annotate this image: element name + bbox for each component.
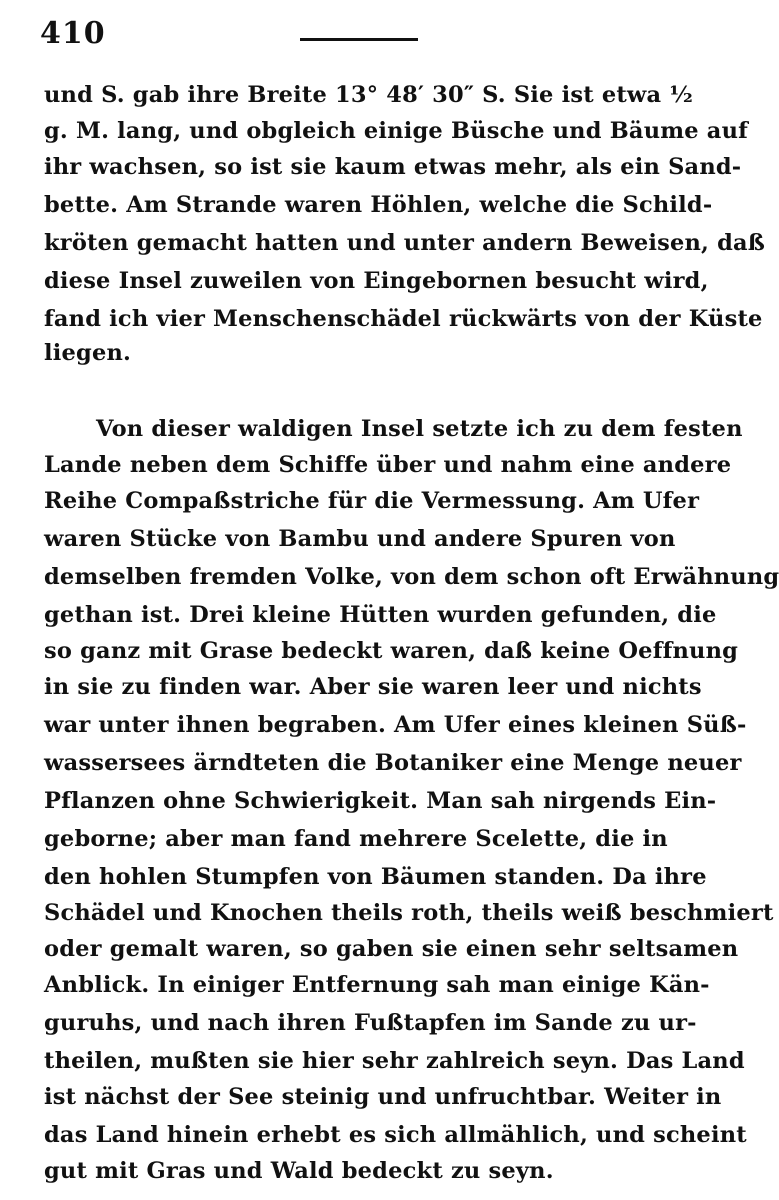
text-line: liegen. <box>44 340 132 366</box>
text-line: Anblick. In einiger Entfernung sah man einige Kän- <box>44 972 710 998</box>
text-line: und S. gab ihre Breite 13° 48′ 30″ S. Sie ist etwa ½ <box>44 82 693 108</box>
text-line: demselben fremden Volke, von dem schon oft Erwähnung <box>44 564 779 590</box>
text-line: gethan ist. Drei kleine Hütten wurden gefunden, die <box>44 602 717 628</box>
text-line: waren Stücke von Bambu und andere Spuren von <box>44 526 676 552</box>
text-line: Reihe Compaßstriche für die Vermessung. Am Ufer <box>44 488 700 514</box>
text-line: oder gemalt waren, so gaben sie einen sehr seltsamen <box>44 936 739 962</box>
text-line: kröten gemacht hatten und unter andern Beweisen, daß <box>44 230 766 256</box>
text-line: ist nächst der See steinig und unfruchtbar. Weiter in <box>44 1084 722 1110</box>
text-line: bette. Am Strande waren Höhlen, welche die Schild- <box>44 192 713 218</box>
text-line: Pflanzen ohne Schwierigkeit. Man sah nirgends Ein- <box>44 788 717 814</box>
text-line: diese Insel zuweilen von Eingebornen besucht wird, <box>44 268 709 294</box>
text-line: ihr wachsen, so ist sie kaum etwas mehr, als ein Sand- <box>44 154 742 180</box>
text-line: Lande neben dem Schiffe über und nahm eine andere <box>44 452 732 478</box>
page-number: 410 <box>40 16 106 51</box>
text-line: fand ich vier Menschenschädel rückwärts von der Küste <box>44 306 763 332</box>
text-line: g. M. lang, und obgleich einige Büsche und Bäume auf <box>44 118 749 144</box>
text-line: so ganz mit Grase bedeckt waren, daß keine Oeffnung <box>44 638 739 664</box>
text-line: in sie zu finden war. Aber sie waren leer und nichts <box>44 674 702 700</box>
text-line: war unter ihnen begraben. Am Ufer eines kleinen Süß- <box>44 712 747 738</box>
text-line: geborne; aber man fand mehrere Scelette, die in <box>44 826 668 852</box>
text-line: wassersees ärndteten die Botaniker eine Menge neuer <box>44 750 742 776</box>
text-line: gut mit Gras und Wald bedeckt zu seyn. <box>44 1158 554 1184</box>
text-line: den hohlen Stumpfen von Bäumen standen. Da ihre <box>44 864 707 890</box>
header-rule <box>300 38 418 41</box>
text-line: Schädel und Knochen theils roth, theils weiß beschmiert <box>44 900 774 926</box>
text-line: guruhs, und nach ihren Fußtapfen im Sande zu ur- <box>44 1010 697 1036</box>
text-line: Von dieser waldigen Insel setzte ich zu dem festen <box>96 416 743 442</box>
text-line: theilen, mußten sie hier sehr zahlreich seyn. Das Land <box>44 1048 745 1074</box>
text-line: das Land hinein erhebt es sich allmählich, und scheint <box>44 1122 747 1148</box>
